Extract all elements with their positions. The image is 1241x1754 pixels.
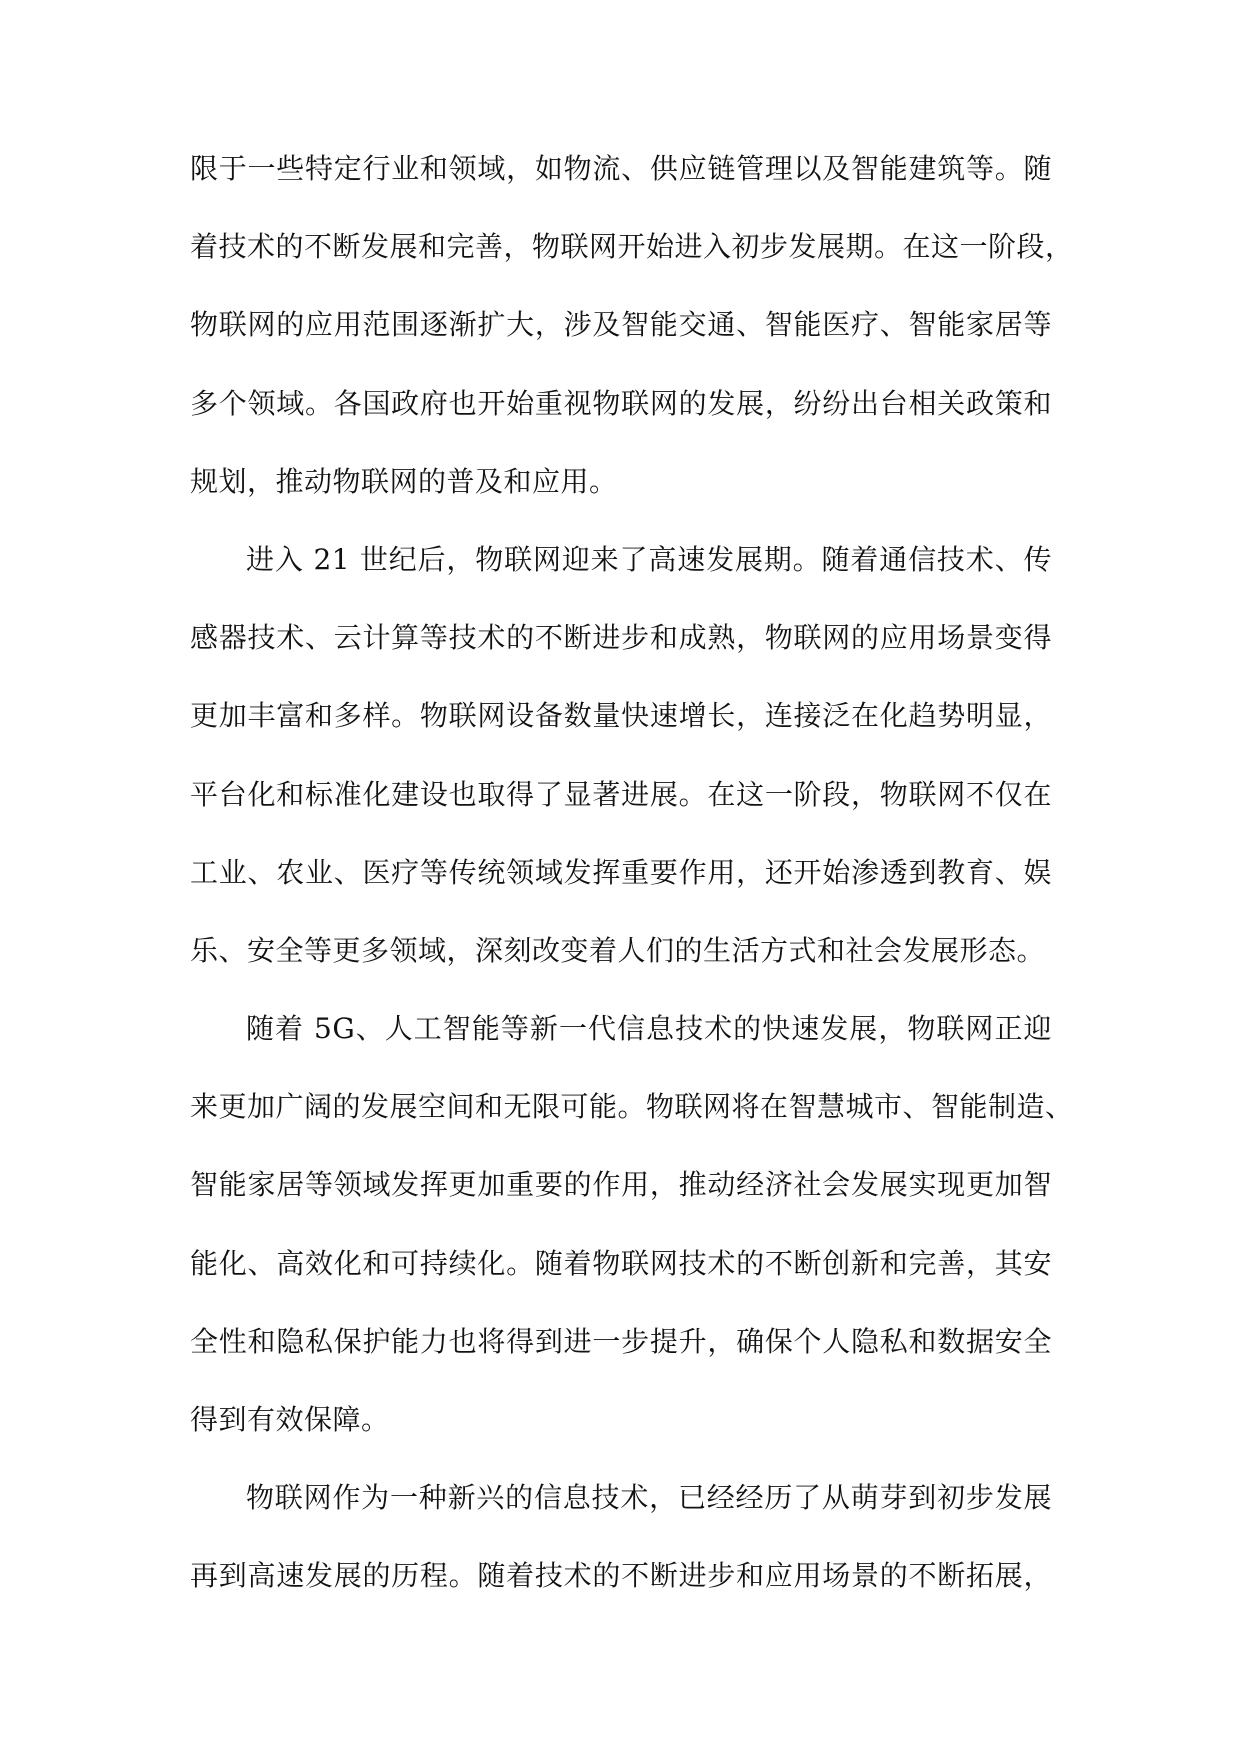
text-line: 多个领域。各国政府也开始重视物联网的发展，纷纷出台相关政策和 — [190, 386, 1052, 420]
text-line: 物联网的应用范围逐渐扩大，涉及智能交通、智能医疗、智能家居等 — [190, 308, 1052, 342]
text-line: 平台化和标准化建设也取得了显著进展。在这一阶段，物联网不仅在 — [190, 777, 1052, 811]
text-line: 得到有效保障。 — [190, 1403, 390, 1436]
text-line: 乐、安全等更多领域，深刻改变着人们的生活方式和社会发展形态。 — [190, 933, 1046, 967]
text-line: 工业、农业、医疗等传统领域发挥重要作用，还开始渗透到教育、娱 — [190, 855, 1052, 889]
text-line: 来更加广阔的发展空间和无限可能。物联网将在智慧城市、智能制造、 — [190, 1090, 1074, 1124]
text-line: 感器技术、云计算等技术的不断进步和成熟，物联网的应用场景变得 — [190, 621, 1052, 655]
text-line: 智能家居等领域发挥更加重要的作用，推动经济社会发展实现更加智 — [190, 1168, 1052, 1202]
text-line: 着技术的不断发展和完善，物联网开始进入初步发展期。在这一阶段， — [190, 230, 1074, 264]
text-line: 更加丰富和多样。物联网设备数量快速增长，连接泛在化趋势明显， — [190, 699, 1052, 733]
text-line: 随着 5G、人工智能等新一代信息技术的快速发展，物联网正迎 — [246, 1012, 1052, 1046]
text-line: 再到高速发展的历程。随着技术的不断进步和应用场景的不断拓展， — [190, 1559, 1052, 1593]
text-line: 物联网作为一种新兴的信息技术，已经经历了从萌芽到初步发展 — [246, 1481, 1052, 1515]
text-line: 能化、高效化和可持续化。随着物联网技术的不断创新和完善，其安 — [190, 1246, 1052, 1280]
text-line: 规划，推动物联网的普及和应用。 — [190, 464, 618, 498]
document-body — [190, 144, 1074, 1630]
text-line: 进入 21 世纪后，物联网迎来了高速发展期。随着通信技术、传 — [246, 542, 1052, 576]
text-line: 全性和隐私保护能力也将得到进一步提升，确保个人隐私和数据安全 — [190, 1324, 1052, 1358]
text-line: 限于一些特定行业和领域，如物流、供应链管理以及智能建筑等。随 — [190, 152, 1052, 185]
